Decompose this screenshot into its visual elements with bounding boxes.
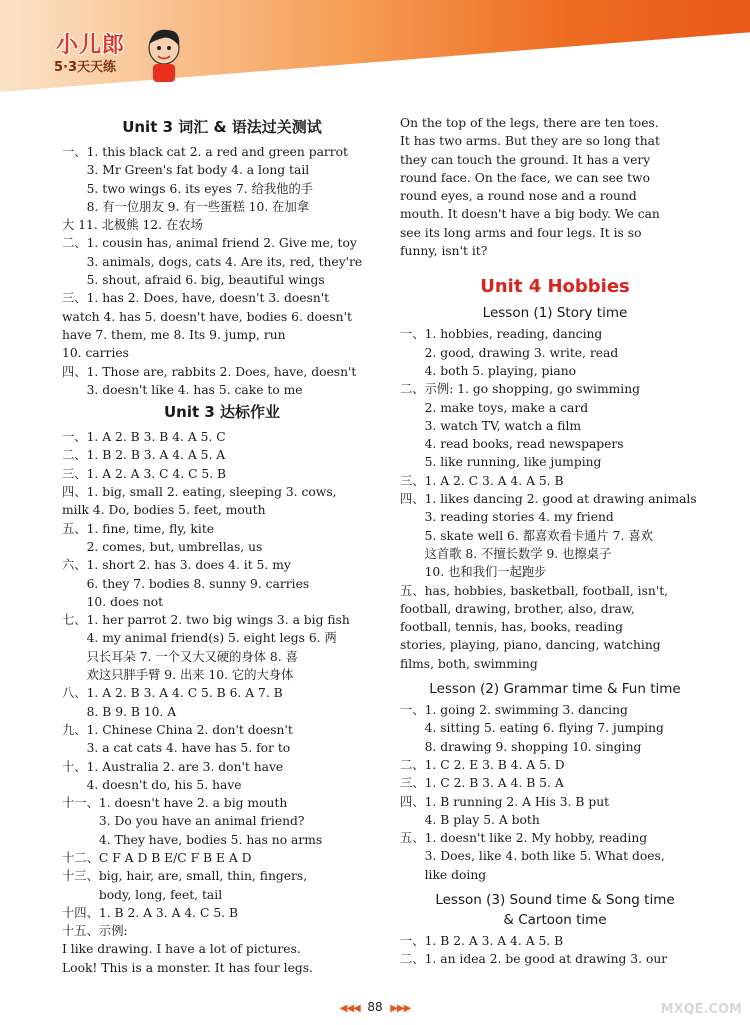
- section-number: 十五、: [62, 924, 99, 939]
- section-number: 十三、: [62, 869, 99, 884]
- section-body: [87, 234, 382, 289]
- answer-section: [62, 867, 382, 904]
- answer-line: 3. Does, like 4. both like 5. What does,: [424, 849, 665, 864]
- next-arrows-icon: ▶▶▶: [390, 1003, 411, 1014]
- section-number: 二、: [62, 236, 87, 251]
- answer-line: films, both, swimming: [400, 656, 538, 671]
- answer-line: 3. reading stories 4. my friend: [424, 510, 614, 525]
- answer-line: 1. Chinese China 2. don't doesn't: [86, 722, 293, 737]
- answer-line: 3. doesn't like 4. has 5. cake to me: [86, 382, 303, 397]
- answer-section: [62, 363, 382, 400]
- lesson-title: Lesson (2) Grammar time & Fun time: [429, 681, 681, 698]
- section-body: [87, 289, 382, 307]
- answer-section: [400, 932, 710, 950]
- answer-section: [400, 380, 710, 471]
- answer-line: 3. a cat cats 4. have has 5. for to: [86, 741, 291, 756]
- section-body: [87, 465, 382, 483]
- answer-line: 1. B 2. A 3. A 4. A 5. B: [424, 933, 564, 948]
- answer-section: [62, 794, 382, 849]
- answer-line: 1. A 2. B 3. A 4. C 5. B 6. A 7. B: [86, 686, 283, 701]
- answer-line: 1. likes dancing 2. good at drawing animals: [424, 492, 697, 507]
- answer-line: 4. They have, bodies 5. has no arms: [98, 832, 323, 847]
- answer-line: C F A D B E/C F B E A D: [98, 850, 252, 865]
- answer-section: [62, 143, 382, 216]
- section-number: 一、: [62, 145, 87, 159]
- section-body: [425, 793, 710, 830]
- left-column: [62, 114, 382, 977]
- section-body: [87, 556, 382, 611]
- answer-line: 只长耳朵 7. 一个又大又硬的身体 8. 喜: [86, 649, 298, 664]
- answer-line: It has two arms. But they are so long that: [400, 134, 660, 149]
- answer-line: 1. B 2. B 3. A 4. A 5. A: [86, 448, 226, 463]
- answer-line: I like drawing. I have a lot of pictures.: [62, 942, 301, 957]
- logo-subtitle: 5·3天天练: [54, 60, 117, 75]
- answer-section: [400, 472, 710, 490]
- answer-line: 2. make toys, make a card: [424, 400, 589, 415]
- section-body: [425, 582, 710, 600]
- answer-line: 1. cousin has, animal friend 2. Give me, toy: [86, 236, 357, 251]
- section-body: [87, 758, 382, 795]
- answer-line: 1. doesn't have 2. a big mouth: [98, 796, 288, 811]
- answer-line: 4. sitting 5. eating 6. flying 7. jumping: [424, 721, 664, 736]
- answer-section: [62, 556, 382, 611]
- section-body: [87, 363, 382, 400]
- answer-line: round face. On the face, we can see two: [400, 170, 650, 185]
- section-number: 一、: [400, 933, 425, 948]
- answer-line: football, drawing, brother, also, draw,: [400, 601, 635, 616]
- answer-line: 1. going 2. swimming 3. dancing: [424, 703, 628, 718]
- answer-line: 这首歌 8. 不擅长数学 9. 也擦桌子: [424, 546, 612, 561]
- section-body: [425, 490, 710, 581]
- section-body: [425, 380, 710, 471]
- answer-line: 1. B 2. A 3. A 4. C 5. B: [98, 905, 238, 920]
- answer-line: 1. has 2. Does, have, doesn't 3. doesn't: [86, 291, 330, 306]
- section-number: 三、: [400, 776, 425, 791]
- answer-line: football, tennis, has, books, reading: [400, 620, 624, 635]
- answer-line: 10. carries: [62, 346, 129, 361]
- section-body: [99, 867, 382, 904]
- answer-line: 1. A 2. A 3. C 4. C 5. B: [86, 466, 227, 481]
- answer-line: 4. both 5. playing, piano: [424, 363, 577, 378]
- answer-section: [62, 483, 382, 501]
- answer-section: [62, 465, 382, 483]
- logo-title: 小儿郎: [56, 33, 126, 58]
- section-body: [425, 829, 710, 884]
- section-number: 三、: [400, 473, 425, 488]
- answer-line: have 7. them, me 8. Its 9. jump, run: [62, 327, 286, 342]
- answer-section: [400, 950, 710, 968]
- answer-line: 5. skate well 6. 都喜欢看卡通片 7. 喜欢: [424, 528, 653, 543]
- answer-line: 3. Do you have an animal friend?: [98, 814, 305, 829]
- section-number: 二、: [400, 952, 425, 967]
- answer-section: [62, 289, 382, 307]
- answer-section: [400, 774, 710, 792]
- answer-line: 1. her parrot 2. two big wings 3. a big fish: [86, 613, 350, 628]
- section-number: 五、: [62, 521, 87, 536]
- answer-line: 1. doesn't like 2. My hobby, reading: [424, 831, 648, 846]
- answer-line: 10. does not: [86, 594, 164, 609]
- answer-line: has, hobbies, basketball, football, isn't,: [424, 583, 669, 598]
- answer-section: [62, 904, 382, 922]
- answer-line: 5. like running, like jumping: [424, 455, 602, 470]
- section-body: [87, 684, 382, 721]
- section-body: [87, 446, 382, 464]
- section-number: 三、: [62, 466, 87, 481]
- section-body: [425, 701, 710, 756]
- section-body: [87, 721, 382, 758]
- answer-line: 1. big, small 2. eating, sleeping 3. cows,: [86, 485, 337, 500]
- section-number: 四、: [400, 794, 425, 809]
- answer-line: 5. shout, afraid 6. big, beautiful wings: [86, 273, 325, 288]
- section-number: 六、: [62, 558, 87, 573]
- section-body: [87, 143, 382, 216]
- answer-line: 4. doesn't do, his 5. have: [86, 777, 242, 792]
- answer-section: [400, 793, 710, 830]
- answer-line: 4. read books, read newspapers: [424, 437, 624, 452]
- section-body: [87, 520, 382, 557]
- answer-line: 大 11. 北极熊 12. 在农场: [62, 218, 203, 233]
- section-body: [425, 932, 710, 950]
- answer-section: [62, 446, 382, 464]
- answer-line: 2. good, drawing 3. write, read: [424, 345, 619, 360]
- answer-line: 1. Australia 2. are 3. don't have: [86, 759, 284, 774]
- answer-section: [62, 428, 382, 446]
- section-number: 一、: [400, 327, 425, 342]
- page-footer: [0, 1000, 750, 1014]
- watermark-logo: MXQE.COM: [660, 1002, 742, 1017]
- answer-section: [62, 922, 382, 940]
- section-number: 四、: [62, 485, 87, 500]
- answer-line: 4. my animal friend(s) 5. eight legs 6. 两: [86, 631, 337, 646]
- section-number: 三、: [62, 291, 87, 306]
- section-number: 十、: [62, 759, 87, 774]
- answer-section: [400, 582, 710, 600]
- answer-line: 欢这只胖手臂 9. 出来 10. 它的大身体: [86, 668, 294, 683]
- section-body: [99, 794, 382, 849]
- answer-line: 1. hobbies, reading, dancing: [424, 327, 603, 342]
- answer-line: mouth. It doesn't have a big body. We can: [400, 207, 660, 222]
- right-column: [400, 114, 710, 969]
- section-number: 十二、: [62, 850, 99, 865]
- section-body: [87, 483, 382, 501]
- section-number: 八、: [62, 686, 87, 701]
- answer-line: they can touch the ground. It has a very: [400, 152, 651, 167]
- lesson-title: Lesson (3) Sound time & Song time: [435, 891, 675, 908]
- answer-section: [62, 758, 382, 795]
- prev-arrows-icon: ◀◀◀: [339, 1003, 360, 1014]
- answer-line: 4. B play 5. A both: [424, 812, 540, 827]
- answer-section: [400, 490, 710, 581]
- answer-line: 8. B 9. B 10. A: [86, 704, 177, 719]
- section-title: Unit 3 词汇 & 语法过关测试: [122, 118, 322, 136]
- section-body: [87, 611, 382, 684]
- answer-line: stories, playing, piano, dancing, watching: [400, 638, 661, 653]
- answer-line: On the top of the legs, there are ten toes.: [400, 116, 659, 130]
- section-body: [425, 756, 710, 774]
- answer-line: 示例:: [98, 924, 128, 939]
- section-number: 一、: [62, 430, 87, 445]
- unit-title: Unit 4 Hobbies: [480, 276, 630, 298]
- answer-line: 3. Mr Green's fat body 4. a long tail: [86, 163, 310, 178]
- lesson-title: & Cartoon time: [503, 911, 607, 928]
- answer-line: 2. comes, but, umbrellas, us: [86, 539, 263, 554]
- answer-line: big, hair, are, small, thin, fingers,: [98, 869, 308, 884]
- answer-section: [400, 829, 710, 884]
- answer-line: 3. animals, dogs, cats 4. Are its, red, they're: [86, 254, 363, 269]
- answer-section: [400, 701, 710, 756]
- answer-line: see its long arms and four legs. It is so: [400, 225, 642, 240]
- section-body: [99, 849, 382, 867]
- answer-line: 1. C 2. E 3. B 4. A 5. D: [424, 757, 565, 772]
- answer-line: 8. 有一位朋友 9. 有一些蛋糕 10. 在加拿: [86, 199, 310, 214]
- section-number: 二、: [62, 448, 87, 463]
- section-number: 四、: [62, 364, 87, 379]
- answer-line: 8. drawing 9. shopping 10. singing: [424, 739, 642, 754]
- section-number: 十四、: [62, 905, 99, 920]
- section-number: 二、: [400, 382, 425, 397]
- section-body: [425, 950, 710, 968]
- section-title: Unit 3 达标作业: [163, 403, 281, 422]
- answer-section: [62, 520, 382, 557]
- answer-line: 1. an idea 2. be good at drawing 3. our: [424, 952, 668, 967]
- section-number: 十一、: [62, 796, 99, 811]
- answer-line: 5. two wings 6. its eyes 7. 给我他的手: [86, 181, 314, 196]
- answer-line: 3. watch TV, watch a film: [424, 418, 582, 433]
- mascot-icon: [141, 24, 187, 84]
- answer-line: 10. 也和我们一起跑步: [424, 565, 547, 580]
- section-body: [99, 922, 382, 940]
- section-body: [425, 774, 710, 792]
- answer-line: 1. Those are, rabbits 2. Does, have, doesn't: [86, 364, 357, 379]
- answer-section: [62, 234, 382, 289]
- answer-line: Look! This is a monster. It has four legs.: [62, 960, 313, 975]
- section-number: 九、: [62, 722, 87, 737]
- answer-line: 6. they 7. bodies 8. sunny 9. carries: [86, 576, 310, 591]
- answer-section: [400, 756, 710, 774]
- answer-line: 1. short 2. has 3. does 4. it 5. my: [86, 558, 291, 573]
- section-number: 七、: [62, 613, 87, 628]
- section-body: [87, 428, 382, 446]
- lesson-title: Lesson (1) Story time: [482, 305, 628, 322]
- section-number: 二、: [400, 757, 425, 772]
- answer-line: 1. this black cat 2. a red and green parrot: [86, 145, 349, 159]
- answer-line: like doing: [424, 867, 487, 882]
- answer-section: [62, 684, 382, 721]
- answer-section: [62, 611, 382, 684]
- answer-line: funny, isn't it?: [400, 244, 488, 259]
- answer-section: [62, 721, 382, 758]
- section-number: 五、: [400, 583, 425, 598]
- section-number: 五、: [400, 831, 425, 846]
- answer-line: 1. A 2. B 3. B 4. A 5. C: [86, 430, 226, 445]
- section-number: 四、: [400, 492, 425, 507]
- answer-line: watch 4. has 5. doesn't have, bodies 6. doesn't: [62, 309, 352, 324]
- brand-logo: [46, 28, 186, 88]
- page-number: 88: [367, 1000, 383, 1014]
- section-number: 一、: [400, 703, 425, 718]
- answer-line: 示例: 1. go shopping, go swimming: [424, 382, 640, 397]
- answer-line: 1. B running 2. A His 3. B put: [424, 794, 610, 809]
- answer-line: body, long, feet, tail: [98, 887, 223, 902]
- section-body: [99, 904, 382, 922]
- answer-section: [400, 325, 710, 380]
- answer-line: 1. fine, time, fly, kite: [86, 521, 215, 536]
- section-body: [425, 472, 710, 490]
- answer-line: milk 4. Do, bodies 5. feet, mouth: [62, 503, 266, 518]
- answer-line: 1. A 2. C 3. A 4. A 5. B: [424, 473, 564, 488]
- section-body: [425, 325, 710, 380]
- answer-section: [62, 849, 382, 867]
- answer-line: round eyes, a round nose and a round: [400, 189, 637, 204]
- answer-line: 1. C 2. B 3. A 4. B 5. A: [424, 776, 564, 791]
